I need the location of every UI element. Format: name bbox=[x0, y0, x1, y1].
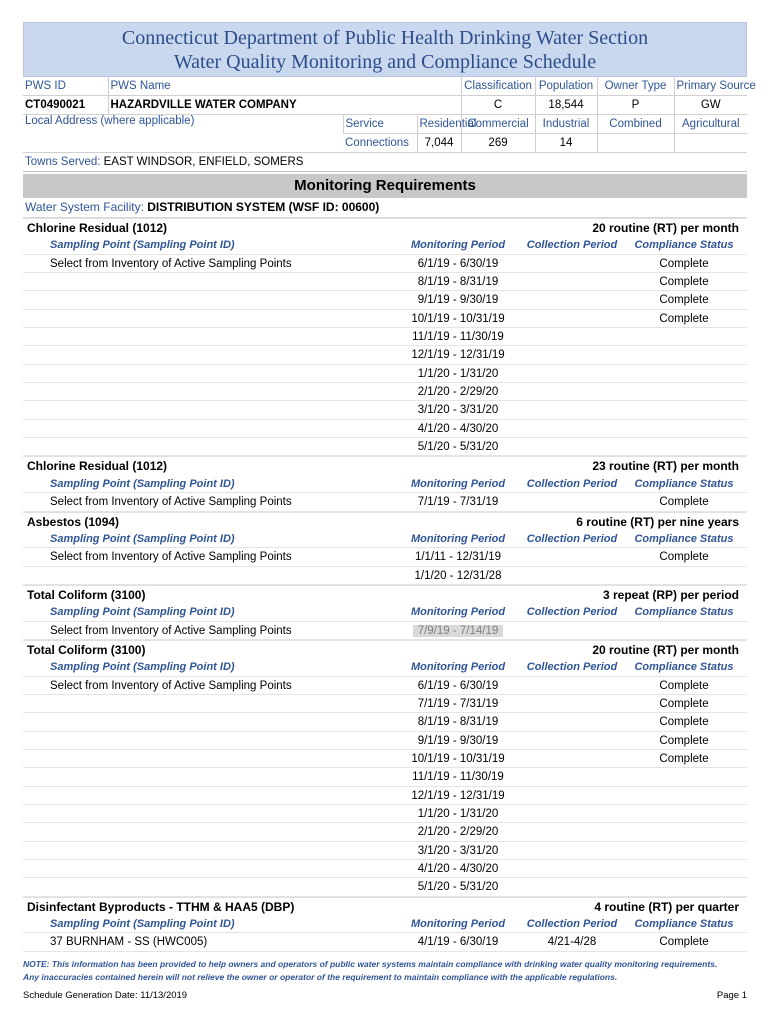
compliance-status-column-header: Compliance Status bbox=[634, 661, 734, 674]
collection-period-cell bbox=[523, 493, 621, 510]
column-header-row bbox=[23, 658, 747, 676]
compliance-status-column-header: Compliance Status bbox=[634, 606, 734, 619]
compliance-status-cell bbox=[621, 713, 747, 730]
compliance-status-cell-text: Complete bbox=[659, 679, 709, 692]
contaminant-name: Total Coliform (3100) bbox=[27, 587, 146, 602]
compliance-status-cell bbox=[621, 732, 747, 749]
sampling-point-cell bbox=[23, 622, 393, 639]
monitoring-period-cell bbox=[393, 878, 523, 895]
monitoring-period-cell-text: 12/1/19 - 12/31/19 bbox=[411, 349, 505, 362]
page-footer bbox=[23, 990, 747, 1001]
note-line-2: Any inaccuracies contained herein will not relieve the owner or operator of the requirement to maintain compliance with the applicable regulations. bbox=[23, 971, 618, 982]
monitoring-period-cell-text: 12/1/19 - 12/31/19 bbox=[411, 789, 505, 802]
sampling-point-cell-text: Select from Inventory of Active Sampling Points bbox=[50, 679, 292, 692]
monitoring-period-cell bbox=[393, 255, 523, 272]
schedule-row bbox=[23, 365, 747, 383]
sampling-point-cell bbox=[23, 677, 393, 694]
monitoring-period-cell bbox=[393, 383, 523, 400]
monitoring-period-cell bbox=[393, 273, 523, 290]
schedule-row bbox=[23, 842, 747, 860]
local-address-label: Local Address (where applicable) bbox=[23, 115, 343, 153]
schedule-row bbox=[23, 787, 747, 805]
commercial-label: Commercial bbox=[461, 115, 535, 134]
monitoring-period-cell bbox=[393, 933, 523, 950]
schedule-row bbox=[23, 328, 747, 346]
schedule-row bbox=[23, 750, 747, 768]
compliance-status-column-header: Compliance Status bbox=[634, 918, 734, 931]
sampling-point-cell bbox=[23, 328, 393, 345]
contaminant-name: Asbestos (1094) bbox=[27, 514, 120, 529]
compliance-status-cell bbox=[621, 548, 747, 565]
compliance-status-cell-text: Complete bbox=[659, 276, 709, 289]
collection-period-cell bbox=[523, 365, 621, 382]
contaminant-name: Chlorine Residual (1012) bbox=[27, 221, 168, 235]
sampling-point-cell bbox=[23, 438, 393, 455]
schedule-row bbox=[23, 695, 747, 713]
compliance-status-cell bbox=[621, 346, 747, 363]
residential-value: 7,044 bbox=[417, 134, 461, 153]
monitoring-period-cell bbox=[393, 787, 523, 804]
schedule-row bbox=[23, 713, 747, 731]
monitoring-period-cell bbox=[393, 365, 523, 382]
collection-period-cell bbox=[523, 860, 621, 877]
schedule-row bbox=[23, 420, 747, 438]
column-header-row bbox=[23, 915, 747, 933]
compliance-status-cell bbox=[621, 438, 747, 455]
sampling-point-column-header: Sampling Point (Sampling Point ID) bbox=[50, 918, 235, 931]
monitoring-period-cell bbox=[393, 732, 523, 749]
collection-period-column-header: Collection Period bbox=[526, 606, 618, 619]
collection-period-cell bbox=[523, 933, 621, 950]
monitoring-period-cell-text: 1/1/11 - 12/31/19 bbox=[414, 551, 502, 564]
schedule-row bbox=[23, 677, 747, 695]
sampling-frequency: 3 repeat (RP) per period bbox=[602, 587, 739, 602]
schedule-row bbox=[23, 933, 747, 951]
monitoring-period-cell-text: 6/1/19 - 6/30/19 bbox=[417, 257, 499, 270]
combined-label: Combined bbox=[597, 115, 674, 134]
collection-period-cell bbox=[523, 695, 621, 712]
monitoring-period-cell-text: 7/1/19 - 7/31/19 bbox=[417, 697, 499, 710]
column-header-row bbox=[23, 236, 747, 254]
contaminant-name: Chlorine Residual (1012) bbox=[27, 459, 168, 474]
monitoring-period-cell bbox=[393, 842, 523, 859]
sampling-point-cell bbox=[23, 860, 393, 877]
monitoring-period-cell-text: 2/1/20 - 2/29/20 bbox=[417, 386, 499, 399]
compliance-status-cell bbox=[621, 401, 747, 418]
monitoring-period-column-header: Monitoring Period bbox=[410, 477, 506, 490]
monitoring-period-cell-text: 5/1/20 - 5/31/20 bbox=[417, 881, 499, 894]
contaminant-header bbox=[23, 585, 747, 603]
monitoring-period-cell-text: 7/9/19 - 7/14/19 bbox=[413, 625, 504, 637]
collection-period-cell bbox=[523, 878, 621, 895]
compliance-status-cell-text: Complete bbox=[659, 697, 709, 710]
sampling-point-cell bbox=[23, 255, 393, 272]
pws-name-label: PWS Name bbox=[108, 77, 461, 96]
compliance-status-cell-text: Complete bbox=[659, 716, 709, 729]
compliance-status-cell bbox=[621, 273, 747, 290]
monitoring-period-cell-text: 10/1/19 - 10/31/19 bbox=[411, 752, 505, 765]
contaminant-name: Disinfectant Byproducts - TTHM & HAA5 (DBP) bbox=[27, 899, 295, 914]
collection-period-cell bbox=[523, 328, 621, 345]
collection-period-cell bbox=[523, 438, 621, 455]
schedule-row bbox=[23, 383, 747, 401]
compliance-status-cell bbox=[621, 567, 747, 584]
schedule-row bbox=[23, 768, 747, 786]
title-line-1: Connecticut Department of Public Health Drinking Water Section bbox=[121, 27, 649, 49]
sampling-point-cell-text: 37 BURNHAM - SS (HWC005) bbox=[50, 936, 208, 949]
schedule-row bbox=[23, 860, 747, 878]
sampling-point-cell bbox=[23, 878, 393, 895]
monitoring-period-cell-text: 4/1/20 - 4/30/20 bbox=[417, 422, 499, 435]
population-label: Population bbox=[535, 77, 597, 96]
monitoring-period-cell-text: 1/1/20 - 12/31/28 bbox=[414, 569, 502, 582]
sampling-frequency: 6 routine (RT) per nine years bbox=[576, 514, 739, 529]
monitoring-period-cell-text: 11/1/19 - 11/30/19 bbox=[412, 331, 504, 344]
schedule-row bbox=[23, 622, 747, 640]
monitoring-period-cell bbox=[393, 567, 523, 584]
collection-period-column-header: Collection Period bbox=[526, 477, 618, 490]
monitoring-section bbox=[23, 456, 747, 511]
water-system-facility bbox=[23, 198, 747, 218]
compliance-status-cell-text: Complete bbox=[659, 936, 709, 949]
sampling-point-column-header: Sampling Point (Sampling Point ID) bbox=[50, 661, 235, 674]
population-value: 18,544 bbox=[535, 96, 597, 115]
compliance-status-cell bbox=[621, 695, 747, 712]
collection-period-cell bbox=[523, 401, 621, 418]
sampling-point-column-header: Sampling Point (Sampling Point ID) bbox=[50, 239, 235, 252]
schedule-generation-date: Schedule Generation Date: 11/13/2019 bbox=[23, 989, 188, 1001]
monitoring-sections bbox=[23, 218, 747, 952]
monitoring-period-cell bbox=[393, 291, 523, 308]
monitoring-period-cell bbox=[393, 438, 523, 455]
monitoring-period-cell bbox=[393, 310, 523, 327]
system-info-table bbox=[23, 77, 756, 153]
sampling-point-cell bbox=[23, 567, 393, 584]
sampling-point-cell bbox=[23, 787, 393, 804]
compliance-status-cell-text: Complete bbox=[659, 551, 709, 564]
monitoring-period-cell-text: 1/1/20 - 1/31/20 bbox=[417, 808, 499, 820]
compliance-status-cell bbox=[621, 933, 747, 950]
monitoring-period-cell-text: 3/1/20 - 3/31/20 bbox=[417, 404, 499, 417]
schedule-row bbox=[23, 346, 747, 364]
disclaimer-note bbox=[23, 958, 747, 984]
sampling-point-cell bbox=[23, 291, 393, 308]
owner-type-label: Owner Type bbox=[597, 77, 674, 96]
compliance-status-column-header: Compliance Status bbox=[634, 532, 734, 545]
compliance-status-cell bbox=[621, 255, 747, 272]
monitoring-period-cell bbox=[393, 823, 523, 840]
collection-period-cell bbox=[523, 677, 621, 694]
compliance-status-cell bbox=[621, 365, 747, 382]
monitoring-period-cell-text: 4/1/19 - 6/30/19 bbox=[417, 936, 499, 949]
sampling-point-cell-text: Select from Inventory of Active Sampling Points bbox=[50, 624, 292, 637]
sampling-point-column-header: Sampling Point (Sampling Point ID) bbox=[50, 532, 235, 545]
collection-period-cell bbox=[523, 805, 621, 822]
sampling-point-cell bbox=[23, 732, 393, 749]
schedule-row bbox=[23, 310, 747, 328]
sampling-point-cell bbox=[23, 310, 393, 327]
collection-period-cell bbox=[523, 255, 621, 272]
monitoring-period-cell-text: 2/1/20 - 2/29/20 bbox=[417, 826, 499, 839]
monitoring-period-cell-text: 1/1/20 - 1/31/20 bbox=[417, 367, 499, 380]
facility-value: DISTRIBUTION SYSTEM (WSF ID: 00600) bbox=[147, 200, 380, 214]
collection-period-cell bbox=[523, 420, 621, 437]
sampling-point-cell bbox=[23, 842, 393, 859]
compliance-status-cell-text: Complete bbox=[659, 294, 709, 307]
monitoring-period-column-header: Monitoring Period bbox=[410, 606, 506, 619]
page-number: Page 1 bbox=[716, 989, 747, 1001]
schedule-row bbox=[23, 878, 747, 896]
collection-period-column-header: Collection Period bbox=[526, 532, 618, 545]
sampling-point-cell bbox=[23, 420, 393, 437]
monitoring-period-cell bbox=[393, 805, 523, 822]
monitoring-period-cell-text: 6/1/19 - 6/30/19 bbox=[417, 679, 499, 692]
monitoring-period-column-header: Monitoring Period bbox=[410, 661, 506, 674]
agricultural-value bbox=[674, 134, 747, 153]
pws-id-label: PWS ID bbox=[23, 77, 108, 96]
monitoring-period-cell bbox=[393, 328, 523, 345]
monitoring-period-cell-text: 5/1/20 - 5/31/20 bbox=[417, 441, 499, 454]
collection-period-cell bbox=[523, 383, 621, 400]
classification-value: C bbox=[461, 96, 535, 115]
monitoring-section bbox=[23, 585, 747, 640]
sampling-point-cell bbox=[23, 823, 393, 840]
title-line-2: Water Quality Monitoring and Compliance Schedule bbox=[173, 51, 597, 73]
schedule-row bbox=[23, 805, 747, 823]
residential-label: Residential bbox=[417, 115, 461, 134]
pws-name-value: HAZARDVILLE WATER COMPANY bbox=[108, 96, 461, 115]
monitoring-period-cell bbox=[393, 548, 523, 565]
monitoring-period-cell-text: 9/1/19 - 9/30/19 bbox=[417, 734, 499, 747]
collection-period-cell bbox=[523, 750, 621, 767]
schedule-row bbox=[23, 438, 747, 456]
collection-period-cell bbox=[523, 548, 621, 565]
monitoring-requirements-heading: Monitoring Requirements bbox=[23, 174, 747, 198]
contaminant-name: Total Coliform (3100) bbox=[27, 642, 146, 657]
collection-period-cell-text: 4/21-4/28 bbox=[547, 936, 597, 949]
sampling-point-cell bbox=[23, 933, 393, 950]
monitoring-section bbox=[23, 512, 747, 585]
sampling-frequency: 20 routine (RT) per month bbox=[592, 642, 739, 657]
note-line-1: NOTE: This information has been provided to help owners and operators of public water systems maintain compliance with drinking water quality monitoring requirements. bbox=[23, 958, 718, 969]
industrial-label: Industrial bbox=[535, 115, 597, 134]
contaminant-header bbox=[23, 640, 747, 658]
compliance-status-cell bbox=[621, 823, 747, 840]
compliance-status-cell bbox=[621, 420, 747, 437]
service-label: Service bbox=[343, 115, 417, 134]
sampling-point-cell bbox=[23, 768, 393, 785]
schedule-row bbox=[23, 823, 747, 841]
collection-period-column-header: Collection Period bbox=[526, 239, 618, 252]
compliance-status-cell bbox=[621, 805, 747, 822]
monitoring-period-cell-text: 11/1/19 - 11/30/19 bbox=[412, 771, 504, 784]
sampling-frequency: 23 routine (RT) per month bbox=[592, 459, 739, 474]
collection-period-cell bbox=[523, 567, 621, 584]
collection-period-cell bbox=[523, 768, 621, 785]
schedule-row bbox=[23, 732, 747, 750]
monitoring-period-cell-text: 4/1/20 - 4/30/20 bbox=[417, 863, 499, 876]
collection-period-column-header: Collection Period bbox=[526, 661, 618, 674]
monitoring-period-cell-text: 7/1/19 - 7/31/19 bbox=[417, 496, 499, 509]
compliance-status-cell-text: Complete bbox=[659, 312, 709, 325]
schedule-row bbox=[23, 255, 747, 273]
classification-label: Classification bbox=[461, 77, 535, 96]
sampling-point-cell bbox=[23, 695, 393, 712]
compliance-status-cell-text: Complete bbox=[659, 496, 709, 509]
monitoring-section bbox=[23, 218, 747, 456]
compliance-status-cell-text: Complete bbox=[659, 734, 709, 747]
compliance-status-cell bbox=[621, 622, 747, 639]
monitoring-period-cell bbox=[393, 768, 523, 785]
monitoring-period-cell bbox=[393, 401, 523, 418]
agricultural-label: Agricultural bbox=[674, 115, 747, 134]
schedule-row bbox=[23, 493, 747, 511]
industrial-value: 14 bbox=[535, 134, 597, 153]
schedule-row bbox=[23, 401, 747, 419]
sampling-point-column-header: Sampling Point (Sampling Point ID) bbox=[50, 477, 235, 490]
schedule-row bbox=[23, 291, 747, 309]
owner-type-value: P bbox=[597, 96, 674, 115]
compliance-status-cell bbox=[621, 310, 747, 327]
compliance-status-cell bbox=[621, 787, 747, 804]
compliance-status-cell-text: Complete bbox=[659, 257, 709, 270]
sampling-point-cell bbox=[23, 346, 393, 363]
monitoring-period-cell-text: 9/1/19 - 9/30/19 bbox=[417, 294, 499, 307]
primary-source-value: GW bbox=[674, 96, 747, 115]
monitoring-period-cell bbox=[393, 750, 523, 767]
monitoring-period-cell-text: 3/1/20 - 3/31/20 bbox=[417, 844, 499, 857]
compliance-status-cell bbox=[621, 750, 747, 767]
collection-period-cell bbox=[523, 273, 621, 290]
document-title bbox=[23, 22, 747, 77]
monitoring-period-column-header: Monitoring Period bbox=[410, 239, 506, 252]
sampling-frequency: 20 routine (RT) per month bbox=[592, 221, 739, 235]
monitoring-period-cell bbox=[393, 713, 523, 730]
monitoring-period-cell bbox=[393, 420, 523, 437]
collection-period-cell bbox=[523, 713, 621, 730]
monitoring-period-column-header: Monitoring Period bbox=[410, 918, 506, 931]
collection-period-cell bbox=[523, 622, 621, 639]
facility-label: Water System Facility: bbox=[25, 200, 144, 214]
monitoring-period-cell bbox=[393, 860, 523, 877]
collection-period-cell bbox=[523, 823, 621, 840]
pws-id-value: CT0490021 bbox=[23, 96, 108, 115]
sampling-point-cell bbox=[23, 750, 393, 767]
sampling-point-cell-text: Select from Inventory of Active Sampling Points bbox=[50, 496, 292, 509]
sampling-point-cell bbox=[23, 401, 393, 418]
column-header-row bbox=[23, 475, 747, 493]
compliance-status-cell bbox=[621, 860, 747, 877]
sampling-point-cell-text: Select from Inventory of Active Sampling Points bbox=[50, 257, 292, 270]
compliance-status-cell bbox=[621, 291, 747, 308]
collection-period-cell bbox=[523, 310, 621, 327]
compliance-status-cell bbox=[621, 493, 747, 510]
sampling-frequency: 4 routine (RT) per quarter bbox=[594, 899, 739, 914]
sampling-point-cell bbox=[23, 493, 393, 510]
sampling-point-cell bbox=[23, 713, 393, 730]
compliance-status-cell bbox=[621, 842, 747, 859]
schedule-row bbox=[23, 548, 747, 566]
schedule-row bbox=[23, 567, 747, 585]
compliance-status-cell bbox=[621, 328, 747, 345]
commercial-value: 269 bbox=[461, 134, 535, 153]
towns-served bbox=[23, 153, 747, 172]
column-header-row bbox=[23, 603, 747, 621]
monitoring-period-cell bbox=[393, 493, 523, 510]
sampling-point-cell bbox=[23, 383, 393, 400]
collection-period-cell bbox=[523, 346, 621, 363]
monitoring-section bbox=[23, 897, 747, 952]
compliance-status-cell bbox=[621, 677, 747, 694]
contaminant-header bbox=[23, 456, 747, 474]
contaminant-header bbox=[23, 897, 747, 915]
compliance-status-cell bbox=[621, 878, 747, 895]
sampling-point-cell bbox=[23, 365, 393, 382]
contaminant-header bbox=[23, 218, 747, 236]
monitoring-period-cell bbox=[393, 346, 523, 363]
monitoring-period-column-header: Monitoring Period bbox=[410, 532, 506, 545]
collection-period-cell bbox=[523, 787, 621, 804]
sampling-point-cell bbox=[23, 548, 393, 565]
compliance-status-column-header: Compliance Status bbox=[634, 477, 734, 490]
sampling-point-column-header: Sampling Point (Sampling Point ID) bbox=[50, 606, 235, 619]
collection-period-cell bbox=[523, 732, 621, 749]
monitoring-period-cell bbox=[393, 695, 523, 712]
sampling-point-cell-text: Select from Inventory of Active Sampling Points bbox=[50, 551, 292, 564]
monitoring-period-cell-text: 10/1/19 - 10/31/19 bbox=[411, 312, 505, 325]
monitoring-period-cell-text: 8/1/19 - 8/31/19 bbox=[417, 276, 499, 289]
compliance-status-cell-text: Complete bbox=[659, 752, 709, 765]
collection-period-cell bbox=[523, 291, 621, 308]
monitoring-period-cell bbox=[393, 622, 523, 639]
schedule-page bbox=[23, 22, 756, 1001]
monitoring-period-cell bbox=[393, 677, 523, 694]
monitoring-period-cell-text: 8/1/19 - 8/31/19 bbox=[417, 716, 499, 729]
compliance-status-cell bbox=[621, 768, 747, 785]
compliance-status-column-header: Compliance Status bbox=[634, 239, 734, 252]
collection-period-column-header: Collection Period bbox=[526, 918, 618, 931]
primary-source-label: Primary Source bbox=[674, 77, 747, 96]
towns-label: Towns Served: bbox=[25, 156, 101, 168]
sampling-point-cell bbox=[23, 805, 393, 822]
towns-value: EAST WINDSOR, ENFIELD, SOMERS bbox=[103, 156, 304, 168]
schedule-row bbox=[23, 273, 747, 291]
contaminant-header bbox=[23, 512, 747, 530]
monitoring-section bbox=[23, 640, 747, 897]
connections-label: Connections bbox=[343, 134, 417, 153]
combined-value bbox=[597, 134, 674, 153]
compliance-status-cell bbox=[621, 383, 747, 400]
collection-period-cell bbox=[523, 842, 621, 859]
column-header-row bbox=[23, 530, 747, 548]
sampling-point-cell bbox=[23, 273, 393, 290]
